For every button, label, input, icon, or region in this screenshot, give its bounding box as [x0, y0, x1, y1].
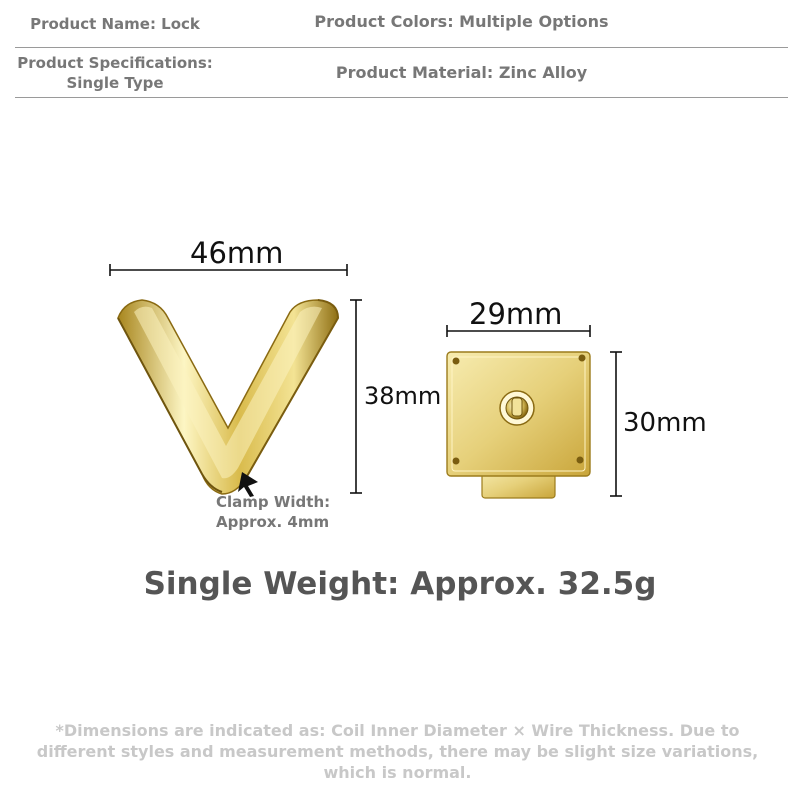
- clamp-width-label: [216, 492, 330, 532]
- dimension-note: *Dimensions are indicated as: Coil Inner Diameter × Wire Thickness. Due to different styles and measurement methods, there may be slight size variations, which is normal.: [36, 721, 759, 782]
- clamp-width-line-1: Clamp Width:: [216, 493, 331, 511]
- single-weight: Single Weight: Approx. 32.5g: [143, 566, 657, 602]
- product-colors: Product Colors: Multiple Options: [314, 12, 609, 31]
- lock-height-dimension-line: [610, 352, 622, 496]
- lock-plate: [447, 352, 590, 498]
- height-dimension-line: [350, 300, 362, 493]
- v-width-label: 46mm: [190, 236, 284, 270]
- lock-height-label: 30mm: [623, 408, 707, 438]
- clamp-width-line-2: Approx. 4mm: [216, 513, 330, 531]
- product-material: Product Material: Zinc Alloy: [335, 63, 588, 82]
- product-specifications: Product Specifications: Single Type: [17, 53, 213, 92]
- v-buckle: [118, 300, 338, 494]
- lock-width-label: 29mm: [469, 297, 563, 331]
- v-height-label: 38mm: [364, 382, 442, 410]
- product-name: Product Name: Lock: [30, 14, 200, 33]
